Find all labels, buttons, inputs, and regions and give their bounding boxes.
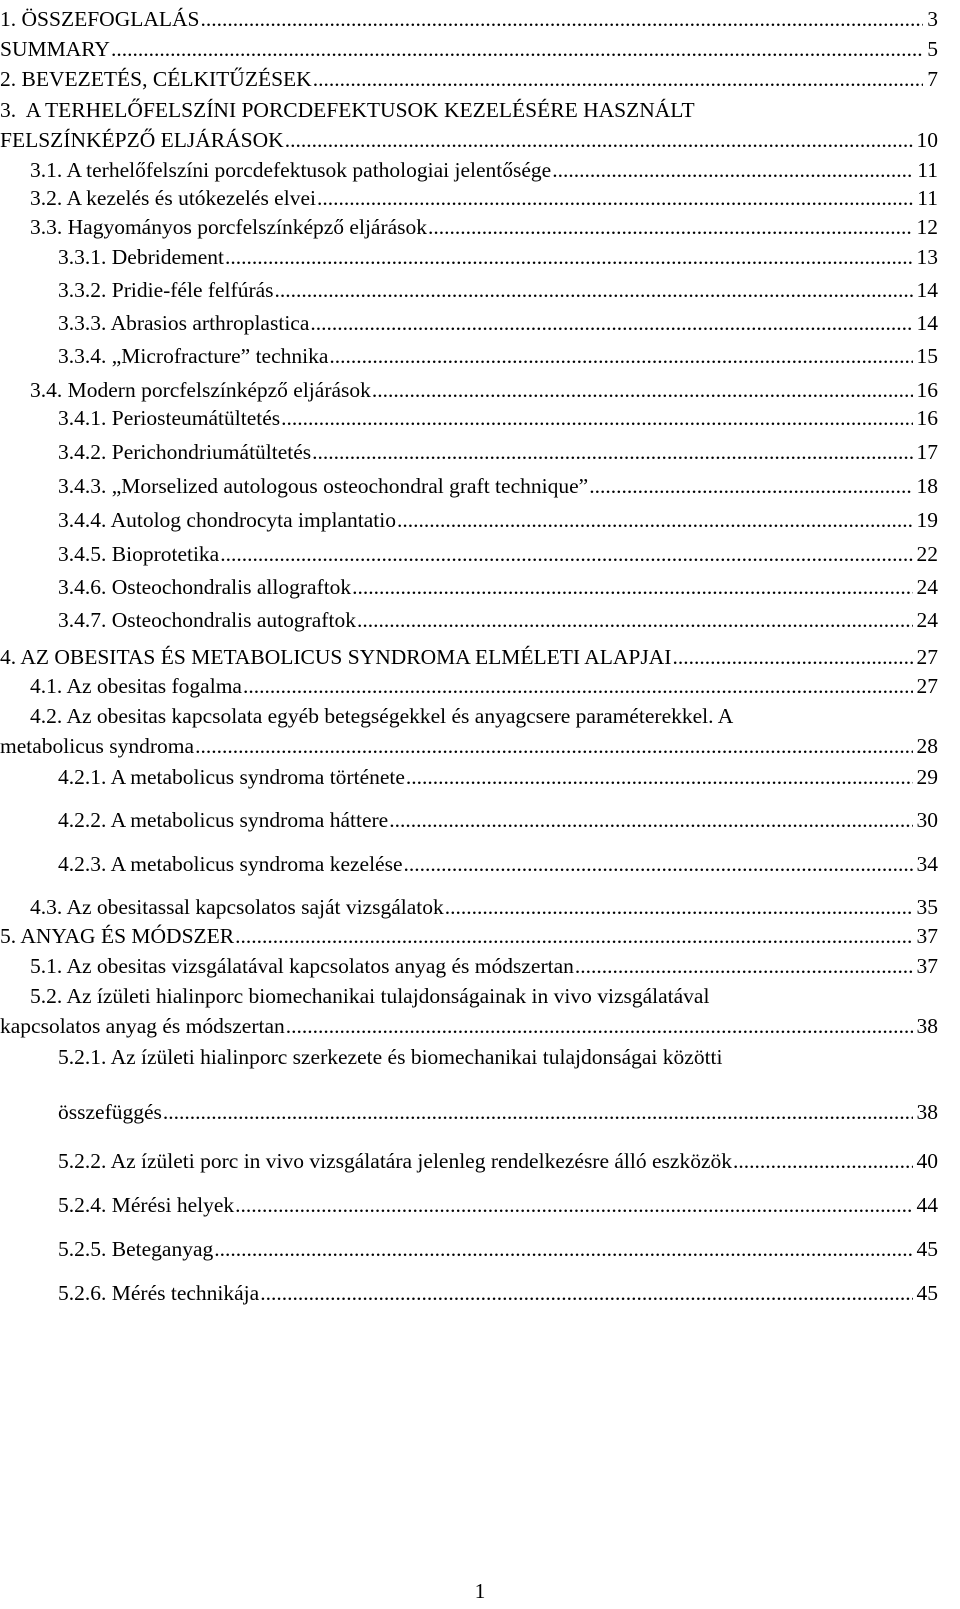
toc-entry-title: 5.2.1. Az ízületi hialinporc szerkezete és biomechanikai tulajdonságai közötti (58, 1045, 723, 1069)
toc-page-number: 15 (916, 344, 938, 368)
dot-leader (225, 244, 913, 270)
dot-leader (111, 36, 923, 62)
toc-page-number: 40 (916, 1149, 938, 1173)
toc-page-number: 28 (916, 734, 938, 758)
toc-entry-title: 3.1. A terhelőfelszíni porcdefektusok pathologiai jelentősége (30, 158, 552, 182)
toc-page-number: 3 (927, 7, 938, 31)
toc-page-number: 10 (916, 128, 938, 152)
toc-entry-title: 3.4.2. Perichondriumátültetés (58, 440, 312, 464)
dot-leader (235, 1192, 912, 1218)
toc-entry-title-continued: FELSZÍNKÉPZŐ ELJÁRÁSOK (0, 128, 284, 152)
dot-leader (575, 953, 913, 979)
page-number: 1 (474, 1579, 486, 1603)
dot-leader (214, 1236, 912, 1262)
toc-entry-title: 3.4.1. Periosteumátültetés (58, 406, 281, 430)
toc-entry-title: 4.2.2. A metabolicus syndroma háttere (58, 808, 389, 832)
toc-entry-title: 3.4.3. „Morselized autologous osteochondral graft technique” (58, 474, 589, 498)
dot-leader (589, 473, 912, 499)
dot-leader (243, 673, 913, 699)
toc-page-number: 34 (916, 852, 938, 876)
toc-entry-title: 5.2.4. Mérési helyek (58, 1193, 235, 1217)
toc-entry-title: 3.3. Hagyományos porcfelszínképző eljárások (30, 215, 428, 239)
toc-entry-title: 3.3.1. Debridement (58, 245, 224, 269)
toc-page-number: 44 (916, 1193, 938, 1217)
dot-leader (733, 1148, 913, 1174)
dot-leader (357, 607, 913, 633)
toc-entry-title: 2. BEVEZETÉS, CÉLKITŰZÉSEK (0, 67, 312, 91)
toc-entry-title: 4.2. Az obesitas kapcsolata egyéb betegségekkel és anyagcsere paraméterekkel. A (30, 704, 734, 728)
dot-leader (389, 807, 912, 833)
dot-leader (672, 644, 912, 670)
toc-entry-title: 3.4.6. Osteochondralis allograftok (58, 575, 352, 599)
toc-page-number: 45 (916, 1281, 938, 1305)
toc-entry-title: 1. ÖSSZEFOGLALÁS (0, 7, 200, 31)
toc-entry-title: 5.2. Az ízületi hialinporc biomechanikai tulajdonságainak in vivo vizsgálatával (30, 984, 710, 1008)
dot-leader (406, 764, 913, 790)
toc-page-number: 17 (916, 440, 938, 464)
dot-leader (317, 185, 913, 211)
dot-leader (235, 923, 912, 949)
dot-leader (352, 574, 912, 600)
toc-entry-title: 3. A TERHELŐFELSZÍNI PORCDEFEKTUSOK KEZELÉSÉRE HASZNÁLT (0, 98, 695, 122)
toc-entry-title: SUMMARY (0, 37, 110, 61)
toc-entry-title: 4.1. Az obesitas fogalma (30, 674, 242, 698)
toc-page-number: 37 (916, 924, 938, 948)
dot-leader (552, 157, 913, 183)
dot-leader (286, 1013, 913, 1039)
toc-page-number: 14 (916, 311, 938, 335)
toc-entry-title: 4.2.1. A metabolicus syndroma története (58, 765, 405, 789)
toc-page-number: 37 (916, 954, 938, 978)
dot-leader (313, 66, 924, 92)
toc-entry-title: 5.1. Az obesitas vizsgálatával kapcsolatos anyag és módszertan (30, 954, 574, 978)
toc-page-number: 16 (916, 378, 938, 402)
toc-entry-title: 5.2.5. Beteganyag (58, 1237, 214, 1261)
dot-leader (404, 851, 913, 877)
dot-leader (329, 343, 912, 369)
dot-leader (275, 277, 913, 303)
dot-leader (372, 377, 913, 403)
toc-page-number: 45 (916, 1237, 938, 1261)
toc-page-number: 24 (916, 575, 938, 599)
toc-entry-title: 3.4.7. Osteochondralis autograftok (58, 608, 356, 632)
toc-page-number: 35 (916, 895, 938, 919)
toc-entry-title: 3.4.4. Autolog chondrocyta implantatio (58, 508, 396, 532)
toc-entry-title: 3.4.5. Bioprotetika (58, 542, 220, 566)
toc-page-number: 7 (927, 67, 938, 91)
toc-entry-title-continued: metabolicus syndroma (0, 734, 195, 758)
toc-page-number: 11 (917, 158, 938, 182)
toc-entry-title: 3.3.2. Pridie-féle felfúrás (58, 278, 274, 302)
toc-entry-title: 4.2.3. A metabolicus syndroma kezelése (58, 852, 403, 876)
toc-entry-title: 3.4. Modern porcfelszínképző eljárások (30, 378, 371, 402)
toc-entry-title-continued: kapcsolatos anyag és módszertan (0, 1014, 285, 1038)
dot-leader (281, 405, 912, 431)
toc-page-number: 38 (916, 1014, 938, 1038)
dot-leader (195, 733, 912, 759)
toc-entry-title: 3.3.4. „Microfracture” technika (58, 344, 329, 368)
dot-leader (310, 310, 912, 336)
toc-page-number: 12 (916, 215, 938, 239)
toc-entry-title: 5.2.6. Mérés technikája (58, 1281, 260, 1305)
toc-page-number: 14 (916, 278, 938, 302)
toc-page-number: 5 (927, 37, 938, 61)
dot-leader (201, 6, 924, 32)
toc-entry-title-continued: összefüggés (58, 1100, 162, 1124)
toc-page-number: 38 (916, 1100, 938, 1124)
toc-entry-title: 5. ANYAG ÉS MÓDSZER (0, 924, 235, 948)
dot-leader (397, 507, 913, 533)
dot-leader (285, 127, 913, 153)
dot-leader (260, 1280, 912, 1306)
dot-leader (312, 439, 912, 465)
dot-leader (220, 541, 912, 567)
toc-entry-title: 4.3. Az obesitassal kapcsolatos saját vizsgálatok (30, 895, 444, 919)
dot-leader (445, 894, 913, 920)
toc-page-number: 11 (917, 186, 938, 210)
toc-entry-title: 3.3.3. Abrasios arthroplastica (58, 311, 310, 335)
toc-page-number: 24 (916, 608, 938, 632)
toc-page-number: 29 (916, 765, 938, 789)
toc-page-number: 16 (916, 406, 938, 430)
dot-leader (428, 214, 912, 240)
toc-page-number: 27 (916, 674, 938, 698)
toc-page-number: 22 (916, 542, 938, 566)
toc-entry-title: 3.2. A kezelés és utókezelés elvei (30, 186, 316, 210)
toc-page-number: 19 (916, 508, 938, 532)
toc-page-number: 13 (916, 245, 938, 269)
toc-entry-title: 4. AZ OBESITAS ÉS METABOLICUS SYNDROMA ELMÉLETI ALAPJAI (0, 645, 672, 669)
toc-page-number: 30 (916, 808, 938, 832)
toc-entry-title: 5.2.2. Az ízületi porc in vivo vizsgálatára jelenleg rendelkezésre álló eszközök (58, 1149, 732, 1173)
toc-page-number: 27 (916, 645, 938, 669)
dot-leader (163, 1099, 913, 1125)
toc-page-number: 18 (916, 474, 938, 498)
